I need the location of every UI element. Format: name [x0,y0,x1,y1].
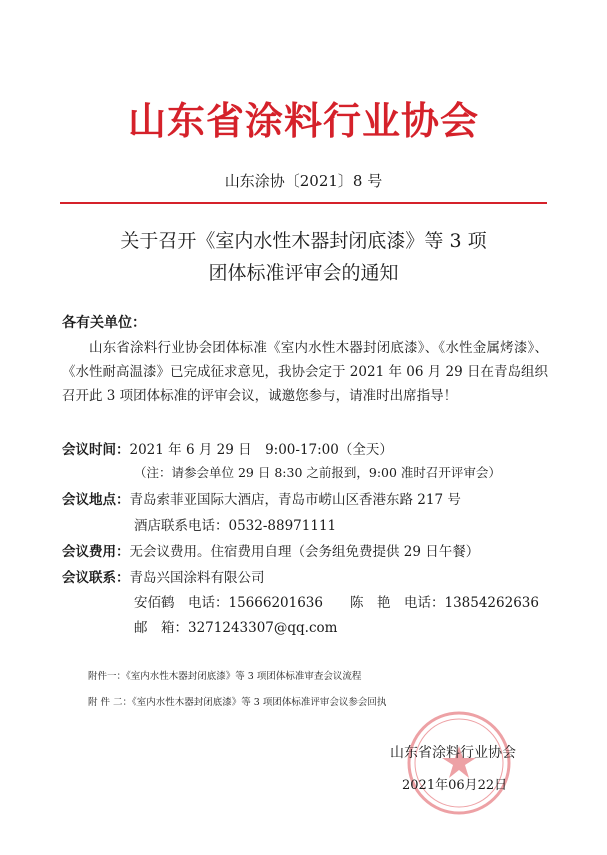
contact-people: 安佰鹤 电话：15666201636 陈 艳 电话：13854262636 [134,595,539,611]
meeting-time-row [62,438,393,458]
meeting-place-value: 青岛索菲亚国际大酒店，青岛市崂山区香港东路 217 号 [129,492,461,508]
meeting-contact-row [62,566,265,586]
contact-company: 青岛兴国涂料有限公司 [129,570,265,586]
meeting-time-label: 会议时间： [62,442,130,458]
meeting-place-row [62,488,461,508]
meeting-fee-value: 无会议费用。住宿费用自理（会务组免费提供 29 日午餐） [129,544,480,560]
body-paragraph: 山东省涂料行业协会团体标准《室内水性木器封闭底漆》、《水性金属烤漆》、《水性耐高温漆》已完成征求意见，我协会定于 2021 年 06 月 29 日在青岛组织召开此 3 项团体标准的评审会议，诚邀您参与，请准时出席指导！ [62,340,548,404]
signature-date: 2021年06月22日 [402,778,508,793]
attachment-2: 附 件 二：《室内水性木器封闭底漆》等 3 项团体标准评审会议参会回执 [88,697,387,708]
hotel-phone: 酒店联系电话：0532-88971111 [134,518,337,534]
official-seal-icon [404,708,514,818]
notice-title-line-1: 关于召开《室内水性木器封闭底漆》等 3 项 [120,230,487,252]
meeting-time-value: 2021 年 6 月 29 日 9:00-17:00（全天） [129,442,393,458]
signature-organization: 山东省涂料行业协会 [390,745,516,761]
document-number: 山东涂协〔2021〕8 号 [224,172,383,190]
meeting-time-note: （注：请参会单位 29 日 8:30 之前报到，9:00 准时召开评审会） [134,465,501,480]
organization-header: 山东省涂料行业协会 [127,98,479,143]
salutation: 各有关单位： [62,315,146,331]
meeting-place-label: 会议地点： [62,492,130,508]
meeting-contact-label: 会议联系： [62,570,130,586]
meeting-fee-row [62,540,479,560]
contact-email: 邮 箱：3271243307@qq.com [134,620,338,636]
attachment-1: 附件一：《室内水性木器封闭底漆》等 3 项团体标准审查会议流程 [88,671,362,682]
red-divider [60,202,547,204]
notice-title-line-2: 团体标准评审会的通知 [208,262,399,284]
meeting-fee-label: 会议费用： [62,544,130,560]
